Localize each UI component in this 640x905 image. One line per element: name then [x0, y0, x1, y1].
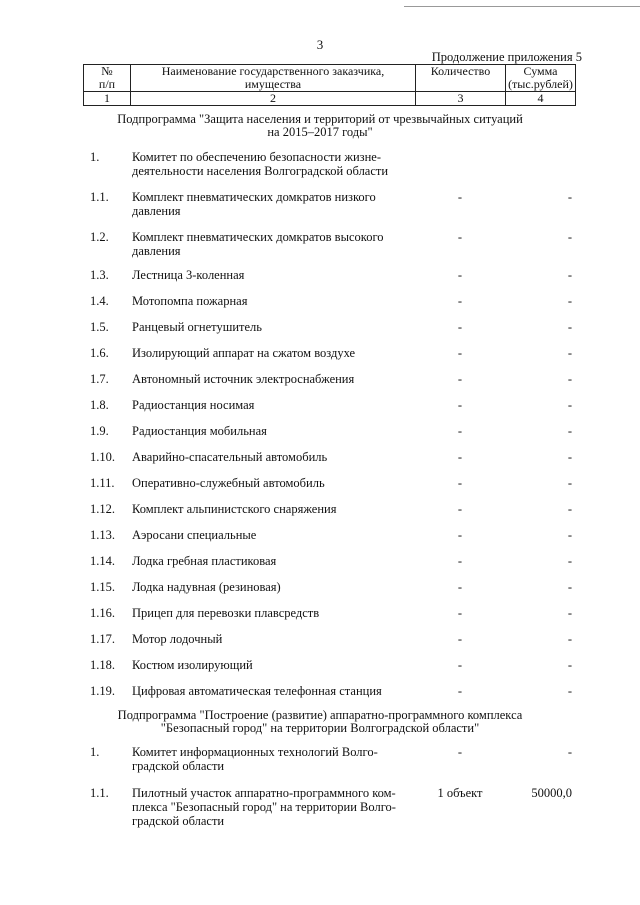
header-sum-line2: (тыс.рублей): [508, 77, 573, 91]
row-quantity: -: [457, 528, 463, 542]
header-cell-number: [84, 65, 131, 92]
header-cell-quantity: Количество: [416, 65, 506, 92]
row-name-line: Ранцевый огнетушитель: [132, 320, 262, 334]
row-sum: -: [567, 745, 572, 759]
row-sum: -: [567, 320, 572, 334]
row-name-line: Комитет информационных технологий Волго-: [132, 745, 378, 759]
row-number: 1.11.: [90, 476, 115, 490]
continuation-label: Продолжение приложения 5: [431, 50, 582, 64]
row-quantity: -: [457, 632, 463, 646]
row-number: 1.9.: [90, 424, 109, 438]
row-number: 1.10.: [90, 450, 115, 464]
row-name-line: Комплект альпинистского снаряжения: [132, 502, 337, 516]
row-sum: -: [567, 502, 572, 516]
column-number-3: 3: [416, 92, 506, 106]
row-number: 1.: [90, 745, 100, 759]
row-number: 1.: [90, 150, 100, 164]
header-cell-name: [131, 65, 416, 92]
row-number: 1.7.: [90, 372, 109, 386]
table-header: [83, 64, 576, 106]
top-rule: [404, 6, 640, 7]
row-quantity: -: [457, 398, 463, 412]
row-name: [132, 684, 407, 698]
header-number-line2: п/п: [98, 77, 116, 91]
header-name-line1: Наименование государственного заказчика,: [161, 64, 385, 78]
row-name-line: Прицеп для перевозки плавсредств: [132, 606, 320, 620]
row-name: [132, 786, 407, 828]
header-number-line1: №: [101, 64, 113, 78]
row-quantity: -: [457, 606, 463, 620]
row-name: [132, 450, 407, 464]
row-quantity: -: [457, 346, 463, 360]
row-name: [132, 502, 407, 516]
row-number: 1.3.: [90, 268, 109, 282]
row-number: 1.5.: [90, 320, 109, 334]
row-quantity: -: [457, 502, 463, 516]
row-name-line: давления: [132, 204, 181, 218]
row-quantity: -: [457, 294, 463, 308]
row-quantity: -: [457, 450, 463, 464]
row-name-line: Пилотный участок аппаратно-программного ком-: [132, 786, 396, 800]
row-name: [132, 580, 407, 594]
row-sum: -: [567, 190, 572, 204]
row-quantity: -: [457, 230, 463, 244]
page-number: 3: [316, 37, 324, 52]
row-quantity: -: [457, 684, 463, 698]
row-name-line: Комитет по обеспечению безопасности жизне-: [132, 150, 381, 164]
row-sum: -: [567, 632, 572, 646]
row-name: [132, 554, 407, 568]
row-name-line: Костюм изолирующий: [132, 658, 253, 672]
row-sum: -: [567, 554, 572, 568]
row-sum: -: [567, 230, 572, 244]
row-name-line: плекса "Безопасный город" на территории Волго-: [132, 800, 396, 814]
row-name-line: Лодка гребная пластиковая: [132, 554, 277, 568]
row-number: 1.4.: [90, 294, 109, 308]
row-quantity: -: [457, 320, 463, 334]
row-sum: -: [567, 528, 572, 542]
row-sum: -: [567, 450, 572, 464]
row-name: [132, 632, 407, 646]
row-name-line: Комплект пневматических домкратов высокого: [132, 230, 384, 244]
section-title-line: "Безопасный город" на территории Волгоградской области": [160, 721, 480, 735]
row-number: 1.13.: [90, 528, 115, 542]
row-sum: -: [567, 684, 572, 698]
row-sum: 50000,0: [531, 786, 572, 800]
row-quantity: 1 объект: [437, 786, 483, 800]
row-name-line: Радиостанция носимая: [132, 398, 255, 412]
section-title-1: [0, 113, 640, 139]
row-number: 1.19.: [90, 684, 115, 698]
row-name-line: Аэросани специальные: [132, 528, 257, 542]
row-number: 1.6.: [90, 346, 109, 360]
row-name-line: давления: [132, 244, 181, 258]
section-title-line: Подпрограмма "Защита населения и территорий от чрезвычайных ситуаций: [117, 112, 523, 126]
row-sum: -: [567, 268, 572, 282]
section-title-line: Подпрограмма "Построение (развитие) аппаратно-программного комплекса: [117, 708, 523, 722]
header-cell-sum: [506, 65, 576, 92]
row-name-line: Комплект пневматических домкратов низкого: [132, 190, 376, 204]
row-name: [132, 230, 407, 258]
row-number: 1.12.: [90, 502, 115, 516]
row-name: [132, 658, 407, 672]
row-name: [132, 424, 407, 438]
row-name-line: Радиостанция мобильная: [132, 424, 267, 438]
row-sum: -: [567, 658, 572, 672]
row-name: [132, 398, 407, 412]
row-name: [132, 476, 407, 490]
row-name-line: градской области: [132, 814, 225, 828]
row-number: 1.1.: [90, 190, 109, 204]
row-sum: -: [567, 606, 572, 620]
section-title-2: [0, 709, 640, 735]
row-sum: -: [567, 580, 572, 594]
row-name: [132, 372, 407, 386]
row-name: [132, 346, 407, 360]
row-name-line: деятельности населения Волгоградской области: [132, 164, 389, 178]
row-name: [132, 150, 407, 178]
row-quantity: -: [457, 268, 463, 282]
column-number-1: 1: [84, 92, 131, 106]
row-name: [132, 294, 407, 308]
row-name-line: Аварийно-спасательный автомобиль: [132, 450, 328, 464]
row-number: 1.14.: [90, 554, 115, 568]
row-number: 1.2.: [90, 230, 109, 244]
row-name: [132, 320, 407, 334]
section-title-line: на 2015–2017 годы": [267, 125, 373, 139]
row-name-line: Цифровая автоматическая телефонная станция: [132, 684, 382, 698]
row-number: 1.8.: [90, 398, 109, 412]
row-name: [132, 190, 407, 218]
header-sum-line1: Сумма: [523, 64, 558, 78]
header-row: [84, 65, 576, 92]
row-name-line: Мотор лодочный: [132, 632, 223, 646]
row-name: [132, 268, 407, 282]
row-quantity: -: [457, 190, 463, 204]
row-name: [132, 606, 407, 620]
row-name-line: Автономный источник электроснабжения: [132, 372, 355, 386]
row-quantity: -: [457, 372, 463, 386]
header-name-line2: имущества: [244, 77, 302, 91]
row-quantity: -: [457, 658, 463, 672]
row-quantity: -: [457, 554, 463, 568]
row-sum: -: [567, 398, 572, 412]
row-name: [132, 528, 407, 542]
row-name-line: Мотопомпа пожарная: [132, 294, 248, 308]
row-sum: -: [567, 424, 572, 438]
row-name: [132, 745, 407, 773]
row-sum: -: [567, 372, 572, 386]
column-number-2: 2: [131, 92, 416, 106]
row-number: 1.15.: [90, 580, 115, 594]
row-name-line: Лодка надувная (резиновая): [132, 580, 281, 594]
row-sum: -: [567, 346, 572, 360]
row-number: 1.1.: [90, 786, 109, 800]
row-quantity: -: [457, 580, 463, 594]
header-number-row: [84, 92, 576, 106]
row-name-line: градской области: [132, 759, 225, 773]
row-quantity: -: [457, 745, 463, 759]
row-number: 1.16.: [90, 606, 115, 620]
row-sum: -: [567, 294, 572, 308]
row-number: 1.17.: [90, 632, 115, 646]
column-number-4: 4: [506, 92, 576, 106]
row-name-line: Лестница 3-коленная: [132, 268, 245, 282]
row-number: 1.18.: [90, 658, 115, 672]
row-sum: -: [567, 476, 572, 490]
row-name-line: Оперативно-служебный автомобиль: [132, 476, 325, 490]
row-name-line: Изолирующий аппарат на сжатом воздухе: [132, 346, 356, 360]
row-quantity: -: [457, 424, 463, 438]
row-quantity: -: [457, 476, 463, 490]
